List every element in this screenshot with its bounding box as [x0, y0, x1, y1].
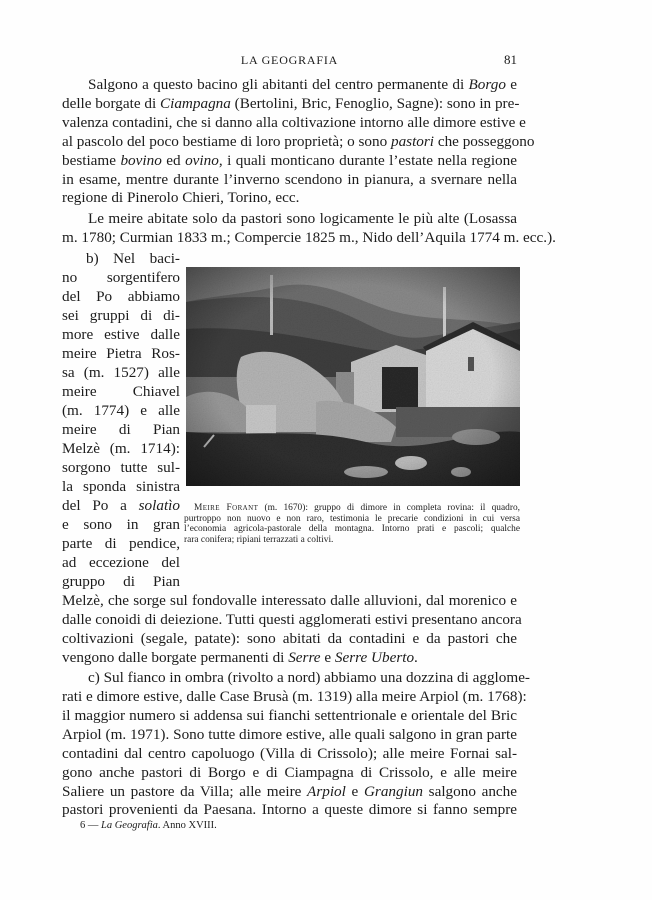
text-line: sa (m. 1527) alle — [62, 364, 180, 381]
text-line: la sponda sinistra — [62, 478, 180, 495]
text-line: gono anche pastori di Borgo e di Ciampagna di Crissolo, e alle meire — [62, 764, 517, 781]
caption-label: Meire Forant — [194, 503, 259, 513]
text-line: ad eccezione del — [62, 554, 180, 571]
text-line: Salgono a questo bacino gli abitanti del centro permanente di Borgo e — [88, 76, 517, 93]
term-italic: solatìo — [138, 497, 180, 514]
journal-title: La Geografia — [101, 820, 158, 831]
text-line: regione di Pinerolo Chieri, Torino, ecc. — [62, 189, 300, 206]
text-line: vengono dalle borgate permanenti di Serre e Serre Uberto. — [62, 649, 418, 666]
term-italic: bovino — [120, 152, 162, 169]
text-line: al pascolo del poco bestiame di loro proprietà; o sono pastori che posseggono — [62, 133, 535, 150]
text-line: il maggior numero si addensa sui fianchi settentrionale e orientale del Bric — [62, 707, 517, 724]
term-italic: pastori — [390, 133, 435, 150]
text-line: (m. 1774) e alle — [62, 402, 180, 419]
place-name-italic: Borgo — [468, 76, 506, 93]
text-line: more estive dalle — [62, 326, 180, 343]
photo-illustration — [186, 267, 520, 486]
figure-caption-line: purtroppo non nuovo e non raro, testimonia le precarie condizioni in cui versa — [184, 513, 520, 524]
text-line: del Po a solatìo — [62, 497, 180, 514]
text-line: Saliere un pastore da Villa; alle meire Arpiol e Grangiun salgono anche — [62, 783, 517, 800]
text-line: del Po abbiamo — [62, 288, 180, 305]
term-italic: ovino — [185, 152, 219, 169]
text-line: sorgono tutte sul- — [62, 459, 180, 476]
figure-caption-line: Meire Forant (m. 1670): gruppo di dimore in completa rovina: il quadro, — [194, 503, 520, 513]
text-line: no sorgentifero — [62, 269, 180, 286]
text-line: Arpiol (m. 1971). Sono tutte dimore estive, alle quali salgono in gran parte — [62, 726, 517, 743]
running-title: LA GEOGRAFIA — [240, 53, 339, 67]
place-name-italic: Ciampagna — [159, 95, 231, 112]
text-line: in esame, mentre durante l’inverno scendono in pianura, a svernare nella — [62, 171, 517, 188]
photograph-meire-forant — [186, 267, 520, 486]
text-line: valenza contadini, che si danno alla coltivazione intorno alle dimore estive e — [62, 114, 526, 131]
text-line: gruppo di Pian — [62, 573, 180, 590]
page-number: 81 — [504, 52, 517, 67]
place-name-italic: Serre — [288, 649, 321, 666]
text-line: pastori provenienti da Paesana. Intorno a queste dimore si fanno sempre — [62, 801, 517, 818]
text-line: b) Nel baci- — [86, 250, 180, 267]
text-line: Melzè, che sorge sul fondovalle interessato dalle alluvioni, dal morenico e — [62, 592, 517, 609]
text-line: parte di pendice, — [62, 535, 180, 552]
text-line: meire Pietra Ros- — [62, 345, 180, 362]
text-line: sei gruppi di di- — [62, 307, 180, 324]
text-line: bestiame bovino ed ovino, i quali monticano durante l’estate nella regione — [62, 152, 517, 169]
figure-caption-line: rara conifera; ripiani terrazzati a coltivi. — [184, 534, 334, 545]
place-name-italic: Arpiol — [307, 783, 346, 800]
text-line: e sono in gran — [62, 516, 180, 533]
text-line: Melzè (m. 1714): — [62, 440, 180, 457]
place-name-italic: Grangiun — [363, 783, 424, 800]
text-line: rati e dimore estive, dalle Case Brusà (m. 1319) alla meire Arpiol (m. 1768): — [62, 688, 527, 705]
text-line: meire di Pian — [62, 421, 180, 438]
text-line: m. 1780; Curmian 1833 m.; Compercie 1825 m., Nido dell’Aquila 1774 m. ecc.). — [62, 229, 556, 246]
text-line: meire Chiavel — [62, 383, 180, 400]
text-line: dalle conoidi di deiezione. Tutti questi agglomerati estivi presentano ancora — [62, 611, 522, 628]
place-name-italic: Serre Uberto — [334, 649, 415, 666]
text-line: delle borgate di Ciampagna (Bertolini, Bric, Fenoglio, Sagne): sono in pre- — [62, 95, 520, 112]
text-line: Le meire abitate solo da pastori sono logicamente le più alte (Losassa — [88, 210, 517, 227]
running-head — [62, 53, 517, 69]
text-line: contadini dal centro capoluogo (Villa di Crissolo); alle meire Fornai sal- — [62, 745, 517, 762]
text-line: coltivazioni (segale, patate): sono abitati da contadini e da pastori che — [62, 630, 517, 647]
signature-mark: 6 — La Geografia. Anno XVIII. — [80, 820, 217, 831]
text-line: c) Sul fianco in ombra (rivolto a nord) abbiamo una dozzina di agglome- — [88, 669, 530, 686]
figure-caption-line: l’economia agricola-pastorale della montagna. Intorno prati e pascoli; qualche — [184, 524, 520, 534]
